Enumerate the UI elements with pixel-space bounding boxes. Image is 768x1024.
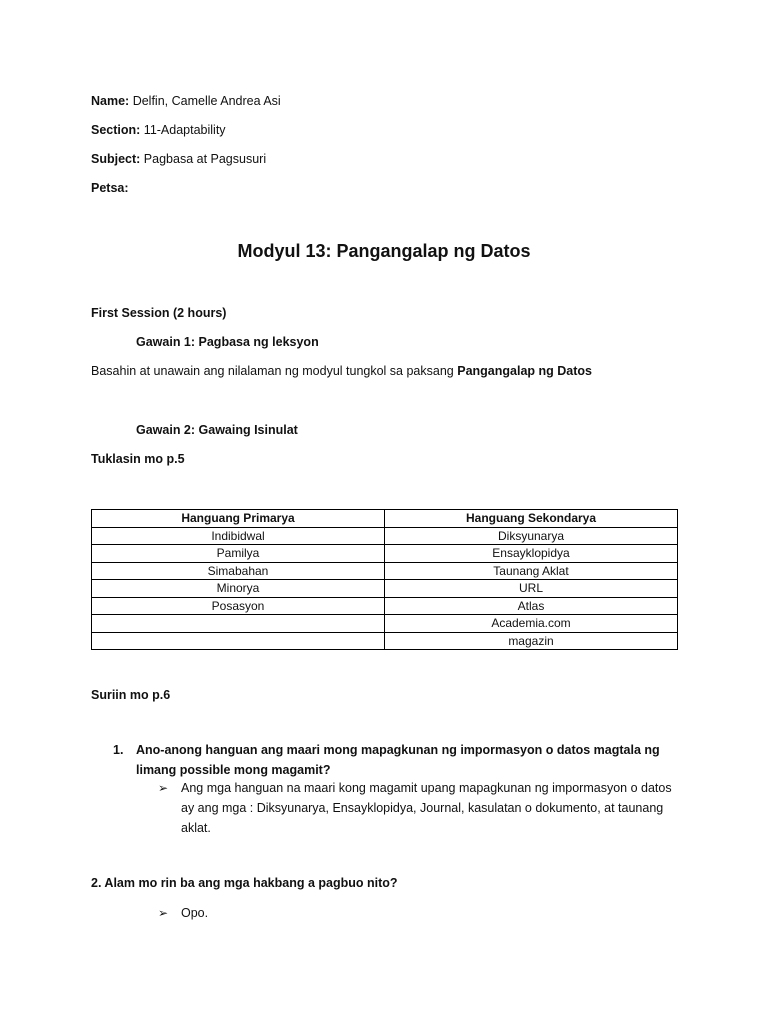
table-cell: Indibidwal [92,527,385,545]
tuklasin-heading: Tuklasin mo p.5 [91,452,185,466]
name-line [91,94,281,108]
table-row [92,562,678,580]
table-cell: Atlas [385,597,678,615]
sources-table [91,509,678,650]
section-line [91,123,226,137]
column-header-secondary: Hanguang Sekondarya [385,510,678,528]
question-1-number: 1. [113,743,124,757]
table-row [92,545,678,563]
date-label: Petsa: [91,181,129,195]
table-row [92,580,678,598]
gawain-1-heading: Gawain 1: Pagbasa ng leksyon [136,335,319,349]
arrow-bullet-icon: ➢ [158,781,169,795]
table-cell: Minorya [92,580,385,598]
arrow-bullet-icon: ➢ [158,906,169,920]
section-label: Section: [91,123,141,137]
answer-1-text: Ang mga hanguan na maari kong magamit upang mapagkunan ng impormasyon o datos ay ang mga : Diksyunarya, Ensayklopidya, Journal, kasulatan o dokumento, at taunang aklat. [181,781,672,835]
suriin-heading: Suriin mo p.6 [91,688,171,702]
table-cell: Academia.com [385,615,678,633]
table-row [92,597,678,615]
table-cell: Taunang Aklat [385,562,678,580]
column-header-primary: Hanguang Primarya [92,510,385,528]
question-2-text: 2. Alam mo rin ba ang mga hakbang a pagbuo nito? [91,876,398,890]
table-header-row [92,510,678,528]
table-cell: Simabahan [92,562,385,580]
name-label: Name: [91,94,130,108]
subject-label: Subject: [91,152,141,166]
subject-value: Pagbasa at Pagsusuri [143,152,267,166]
question-1-text: Ano-anong hanguan ang maari mong mapagkunan ng impormasyon o datos magtala ng limang possible mong magamit? [136,743,660,777]
table-cell [92,632,385,650]
answer-2-text: Opo. [181,906,209,920]
gawain-2-heading: Gawain 2: Gawaing Isinulat [136,423,298,437]
table-row [92,632,678,650]
instruction-prefix: Basahin at unawain ang nilalaman ng modyul tungkol sa paksang [91,364,454,378]
session-heading: First Session (2 hours) [91,306,227,320]
table-row [92,527,678,545]
table-row [92,615,678,633]
table-cell: URL [385,580,678,598]
table-cell: Pamilya [92,545,385,563]
instruction-topic: Pangangalap ng Datos [457,364,592,378]
table-cell: Ensayklopidya [385,545,678,563]
subject-line [91,152,266,166]
name-value: Delfin, Camelle Andrea Asi [132,94,281,108]
instruction-text [91,364,592,378]
table-cell [92,615,385,633]
table-cell: Diksyunarya [385,527,678,545]
table-cell: magazin [385,632,678,650]
section-value: 11-Adaptability [143,123,226,137]
table-cell: Posasyon [92,597,385,615]
page-title: Modyul 13: Pangangalap ng Datos [237,241,531,261]
